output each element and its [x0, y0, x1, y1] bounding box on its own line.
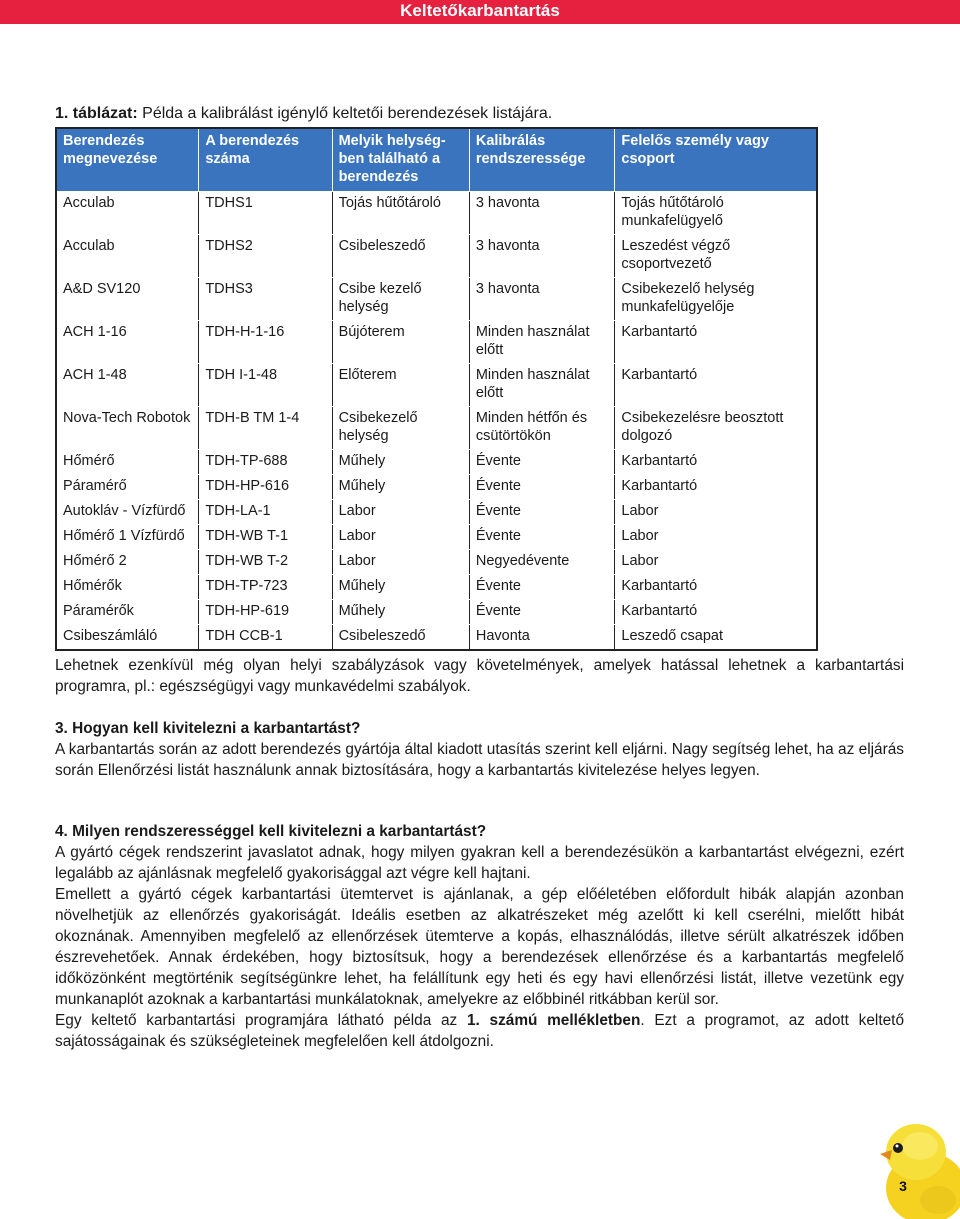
table-cell: Labor	[615, 500, 817, 525]
table-row	[56, 575, 817, 600]
table-row	[56, 235, 817, 278]
table-cell: Negyedévente	[469, 550, 615, 575]
table-cell: Karbantartó	[615, 475, 817, 500]
table-cell: Páramérők	[56, 600, 199, 625]
column-header: Kalibrálás rendszeressége	[469, 128, 615, 192]
table-cell: Évente	[469, 575, 615, 600]
table-cell: Páramérő	[56, 475, 199, 500]
table-row	[56, 278, 817, 321]
table-cell: Évente	[469, 450, 615, 475]
column-header: Berendezés megnevezése	[56, 128, 199, 192]
table-cell: Nova-Tech Robotok	[56, 407, 199, 450]
table-cell: Karbantartó	[615, 450, 817, 475]
table-cell: Csibe kezelő helység	[332, 278, 469, 321]
table-row	[56, 192, 817, 235]
table-row	[56, 550, 817, 575]
table-row	[56, 364, 817, 407]
section-4-paragraph-2: Emellett a gyártó cégek karbantartási ütemtervet is ajánlanak, a gép előéletében előfordult hibák alapján azonban növelhetjük az ellenőrzés gyakoriságát. Ideális esetben az alkatrészeket még azelőtt ki kell cserélni, mielőtt hibát okoznának. Amennyiben megfelelő az ellenőrzések ütemterve a kopás, elhasználódás, illetve sérült alkatrészek időben észrevehetőek. Annak érdekében, hogy biztosítsuk, hogy a berendezések ellenőrzése és a karbantartás megfelelő időközönként megtörténik segítségünkre lehet, ha felállítunk egy heti és egy havi ellenőrzési listát, illetve vezetünk egy munkanaplót azoknak a karbantartási munkálatoknak, amelyekre az előbbinél ritkábban kerül sor.	[55, 886, 904, 1008]
table-row	[56, 450, 817, 475]
table-cell: TDH-WB T-2	[199, 550, 332, 575]
table-cell: TDH I-1-48	[199, 364, 332, 407]
table-cell: Hőmérők	[56, 575, 199, 600]
table-cell: Évente	[469, 525, 615, 550]
table-cell: Karbantartó	[615, 600, 817, 625]
table-cell: Labor	[332, 525, 469, 550]
section-3-text: A karbantartás során az adott berendezés gyártója által kiadott utasítás szerint kell eljárni. Nagy segítség lehet, ha az eljárás során Ellenőrzési listát használunk annak biztosítására, hogy a karbantartás kivitelezése helyes legyen.	[55, 741, 904, 779]
table-row	[56, 525, 817, 550]
table-cell: Csibeleszedő	[332, 235, 469, 278]
table-cell: Műhely	[332, 450, 469, 475]
table-cell: Karbantartó	[615, 575, 817, 600]
section-4-paragraph-3-start: Egy keltető karbantartási programjára látható példa az	[55, 1012, 467, 1029]
table-cell: Leszedő csapat	[615, 625, 817, 651]
table-cell: Tojás hűtőtároló munkafelügyelő	[615, 192, 817, 235]
chick-illustration	[868, 1110, 960, 1219]
table-cell: TDHS1	[199, 192, 332, 235]
table-cell: TDH-H-1-16	[199, 321, 332, 364]
table-cell: TDHS2	[199, 235, 332, 278]
annex-reference: 1. számú mellékletben	[466, 1012, 641, 1029]
section-4-paragraph-1: A gyártó cégek rendszerint javaslatot adnak, hogy milyen gyakran kell a berendezésükön a karbantartást elvégezni, ezért legalább az ajánlásnak megfelelő gyakorisággal azt végre kell hajtani.	[55, 844, 904, 882]
intro-text: Lehetnek ezenkívül még olyan helyi szabályzások vagy követelmények, amelyek hatással lehetnek a karbantartási programra, pl.: egészségügyi vagy munkavédelmi szabályok.	[55, 657, 904, 695]
table-cell: TDH-B TM 1-4	[199, 407, 332, 450]
table-cell: Autokláv - Vízfürdő	[56, 500, 199, 525]
table-row	[56, 600, 817, 625]
column-header: A berendezés száma	[199, 128, 332, 192]
table-cell: Karbantartó	[615, 364, 817, 407]
table-cell: 3 havonta	[469, 192, 615, 235]
table-cell: TDH-TP-723	[199, 575, 332, 600]
column-header: Melyik helység-ben található a berendezés	[332, 128, 469, 192]
table-row	[56, 625, 817, 651]
table-cell: 3 havonta	[469, 278, 615, 321]
table-cell: Műhely	[332, 575, 469, 600]
table-cell: Acculab	[56, 192, 199, 235]
table-caption-label: 1. táblázat:	[55, 105, 138, 122]
intro-paragraph	[55, 655, 904, 697]
table-cell: Hőmérő 1 Vízfürdő	[56, 525, 199, 550]
table-cell: TDH-TP-688	[199, 450, 332, 475]
table-cell: Évente	[469, 475, 615, 500]
table-caption	[55, 104, 552, 124]
table-cell: Labor	[332, 500, 469, 525]
table-row	[56, 407, 817, 450]
table-cell: Műhely	[332, 475, 469, 500]
table-cell: TDH-HP-619	[199, 600, 332, 625]
table-caption-text: Példa a kalibrálást igénylő keltetői berendezések listájára.	[142, 105, 553, 122]
table-cell: Csibekezelésre beosztott dolgozó	[615, 407, 817, 450]
table-cell: Acculab	[56, 235, 199, 278]
table-cell: Csibekezelő helység	[332, 407, 469, 450]
table-header-row	[56, 128, 817, 192]
table-cell: Karbantartó	[615, 321, 817, 364]
table-cell: Csibeleszedő	[332, 625, 469, 651]
section-3	[55, 718, 904, 781]
page-number: 3	[899, 1178, 907, 1194]
table-cell: Hőmérő 2	[56, 550, 199, 575]
column-header: Felelős személy vagy csoport	[615, 128, 817, 192]
table-cell: Csibeszámláló	[56, 625, 199, 651]
table-cell: 3 havonta	[469, 235, 615, 278]
section-4	[55, 821, 904, 1052]
section-4-title: 4. Milyen rendszerességgel kell kivitelezni a karbantartást?	[55, 823, 487, 840]
table-cell: Labor	[615, 525, 817, 550]
section-4-paragraph-3	[55, 1010, 904, 1052]
table-cell: Évente	[469, 500, 615, 525]
table-row	[56, 500, 817, 525]
table-cell: TDH-LA-1	[199, 500, 332, 525]
table-cell: Csibekezelő helység munkafelügyelője	[615, 278, 817, 321]
table-cell: Labor	[332, 550, 469, 575]
table-cell: Bújóterem	[332, 321, 469, 364]
calibration-table	[55, 127, 818, 651]
table-cell: Leszedést végző csoportvezető	[615, 235, 817, 278]
table-cell: TDH-WB T-1	[199, 525, 332, 550]
table-cell: TDH CCB-1	[199, 625, 332, 651]
table-cell: Minden használat előtt	[469, 364, 615, 407]
table-cell: TDH-HP-616	[199, 475, 332, 500]
section-4-paragraph-3-end: . Ezt a programot, az adott keltető sajátosságainak és szükségleteinek megfelelően kell átdolgozni.	[55, 1012, 904, 1050]
table-cell: Műhely	[332, 600, 469, 625]
table-row	[56, 475, 817, 500]
table-cell: ACH 1-16	[56, 321, 199, 364]
table-cell: Minden használat előtt	[469, 321, 615, 364]
table-cell: TDHS3	[199, 278, 332, 321]
table-cell: A&D SV120	[56, 278, 199, 321]
table-cell: Évente	[469, 600, 615, 625]
table-cell: Labor	[615, 550, 817, 575]
table-cell: Havonta	[469, 625, 615, 651]
page-header-title: Keltetőkarbantartás	[400, 1, 560, 20]
table-cell: Hőmérő	[56, 450, 199, 475]
table-cell: Tojás hűtőtároló	[332, 192, 469, 235]
table-cell: ACH 1-48	[56, 364, 199, 407]
table-cell: Előterem	[332, 364, 469, 407]
section-3-title: 3. Hogyan kell kivitelezni a karbantartást?	[55, 720, 361, 737]
table-row	[56, 321, 817, 364]
table-cell: Minden hétfőn és csütörtökön	[469, 407, 615, 450]
